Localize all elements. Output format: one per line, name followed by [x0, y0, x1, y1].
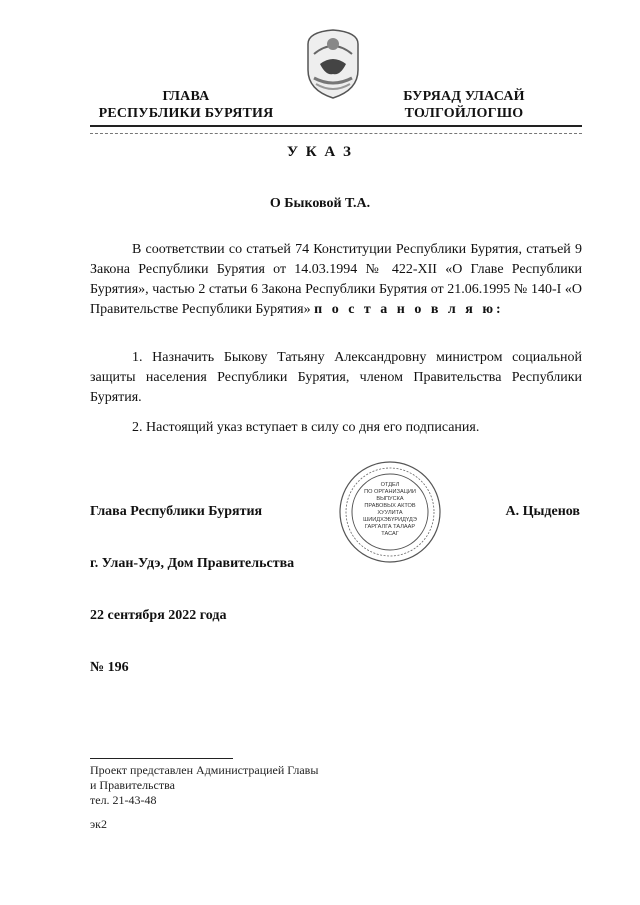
footer-line3: тел. 21-43-48 [90, 793, 157, 807]
header-right-line2: ТОЛГОЙЛОГШО [404, 106, 524, 121]
document-type-title: У К А З [287, 144, 353, 160]
coat-of-arms-emblem [300, 24, 366, 100]
header-divider [90, 125, 582, 127]
header-right-line1: БУРЯАД УЛАСАЙ [403, 89, 525, 104]
header-divider-dotted [90, 133, 582, 134]
preamble-text: В соответствии со статьей 74 Конституции Республики Бурятия, статьей 9 Закона Республики Бурятия от 14.03.1994 № 422-XII «О Главе Республики Бурятия», частью 2 статьи 6 Закона Республики Бурятия от 21.06.1995 № 140-I «О Правительстве Республики Бурятия» [90, 242, 582, 317]
stamp-line: ШИИДХЭБҮРИДҮДЭ [363, 517, 417, 523]
signatory-title: Глава Республики Бурятия [90, 504, 263, 519]
signing-date: 22 сентября 2022 года [90, 608, 227, 623]
footer-line1: Проект представлен Администрацией Главы [90, 763, 319, 777]
stamp-line: ТАСАГ [381, 531, 399, 537]
header-left-line2: РЕСПУБЛИКИ БУРЯТИЯ [98, 106, 274, 121]
document-subject: О Быковой Т.А. [269, 196, 371, 211]
decree-item-2-text: 2. Настоящий указ вступает в силу со дня его подписания. [132, 420, 480, 435]
signing-place: г. Улан-Удэ, Дом Правительства [90, 556, 295, 571]
header-left-title [88, 88, 284, 122]
stamp-line: ПРАВОВЫХ АКТОВ [364, 503, 416, 509]
stamp-line: ХУУЛИТА [377, 510, 403, 516]
stamp-line: ВЫПУСКА [376, 496, 404, 502]
signatory-name: А. Цыденов [505, 504, 580, 519]
decree-number: № 196 [90, 660, 129, 675]
footer-divider [90, 758, 233, 759]
decree-word: п о с т а н о в л я ю: [314, 302, 504, 317]
header-left-line1: ГЛАВА [162, 89, 210, 104]
decree-item-1 [90, 348, 582, 408]
header-right-title [382, 88, 546, 122]
decree-item-2 [90, 418, 582, 438]
footer-note [90, 763, 390, 808]
stamp-line: ОТДЕЛ [380, 482, 400, 488]
stamp-line: ПО ОРГАНИЗАЦИИ [364, 489, 416, 495]
footer-line2: и Правительства [90, 778, 175, 792]
footer-code: эк2 [90, 817, 107, 831]
decree-item-1-text: 1. Назначить Быкову Татьяну Александровну министром социальной защиты населения Республики Бурятия, членом Правительства Республики Бурятия. [90, 350, 582, 405]
preamble-paragraph [90, 240, 582, 320]
stamp-line: ГАРГАЛГА ТАЛААР [364, 524, 416, 530]
official-stamp [338, 460, 442, 564]
